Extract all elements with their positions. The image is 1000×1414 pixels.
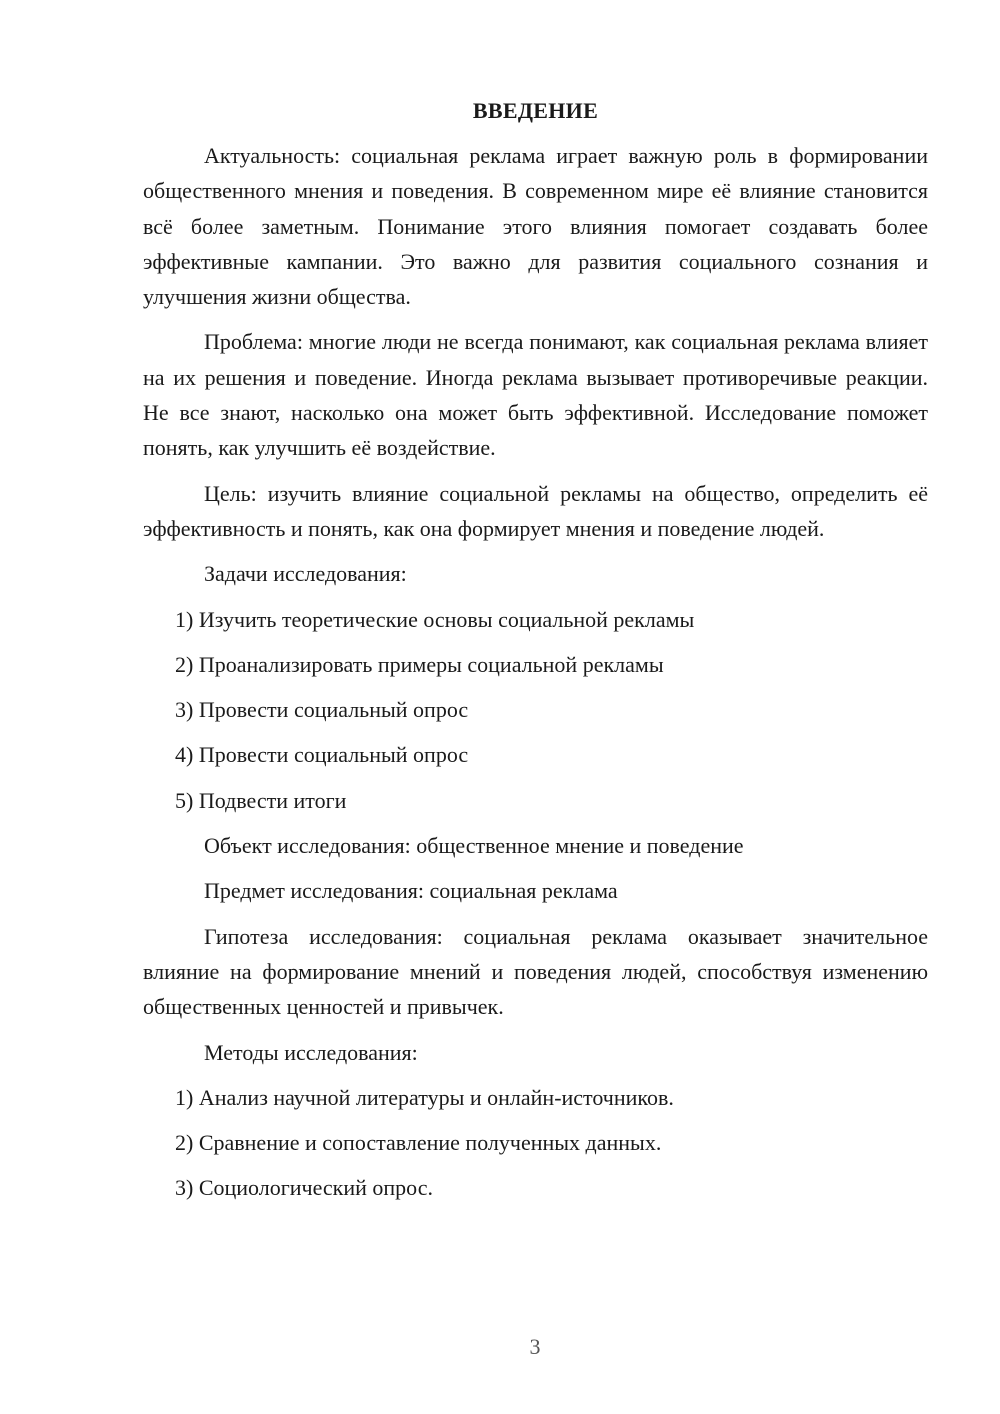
subject-line: Предмет исследования: социальная реклама xyxy=(204,878,618,904)
problem-paragraph: Проблема: многие люди не всегда понимают, как социальная реклама влияет на их решения и поведение. Иногда реклама вызывает противоречивые реакции. Не все знают, насколько она может быть эффективной. Исследование поможет понять, как улучшить её воздействие. xyxy=(143,329,928,461)
list-item: 3) Провести социальный опрос xyxy=(175,697,469,723)
list-item: 2) Проанализировать примеры социальной рекламы xyxy=(175,651,664,677)
goal-paragraph: Цель: изучить влияние социальной рекламы на общество, определить её эффективность и понять, как она формирует мнения и поведение людей. xyxy=(143,480,928,541)
hypothesis-paragraph: Гипотеза исследования: социальная реклама оказывает значительное влияние на формирование мнений и поведения людей, способствуя изменению общественных ценностей и привычек. xyxy=(143,923,928,1020)
relevance-paragraph: Актуальность: социальная реклама играет важную роль в формировании общественного мнения и поведения. В современном мире её влияние становится всё более заметным. Понимание этого влияния помогает создавать более эффективные кампании. Это важно для развития социального сознания и улучшения жизни общества. xyxy=(143,143,928,310)
tasks-list xyxy=(143,602,928,818)
tasks-label: Задачи исследования: xyxy=(204,561,407,587)
page-body xyxy=(143,96,928,1216)
list-item: 4) Провести социальный опрос xyxy=(175,742,469,768)
list-item: 1) Изучить теоретические основы социальной рекламы xyxy=(175,606,695,632)
list-item: 2) Сравнение и сопоставление полученных данных. xyxy=(175,1130,662,1156)
page-number: 3 xyxy=(529,1334,541,1359)
methods-list xyxy=(143,1080,928,1206)
list-item: 5) Подвести итоги xyxy=(175,787,347,813)
methods-label: Методы исследования: xyxy=(204,1039,418,1065)
object-line: Объект исследования: общественное мнение и поведение xyxy=(204,833,744,859)
list-item: 1) Анализ научной литературы и онлайн-источников. xyxy=(175,1084,674,1110)
list-item: 3) Социологический опрос. xyxy=(175,1175,433,1201)
page-title: ВВЕДЕНИЕ xyxy=(472,98,599,123)
